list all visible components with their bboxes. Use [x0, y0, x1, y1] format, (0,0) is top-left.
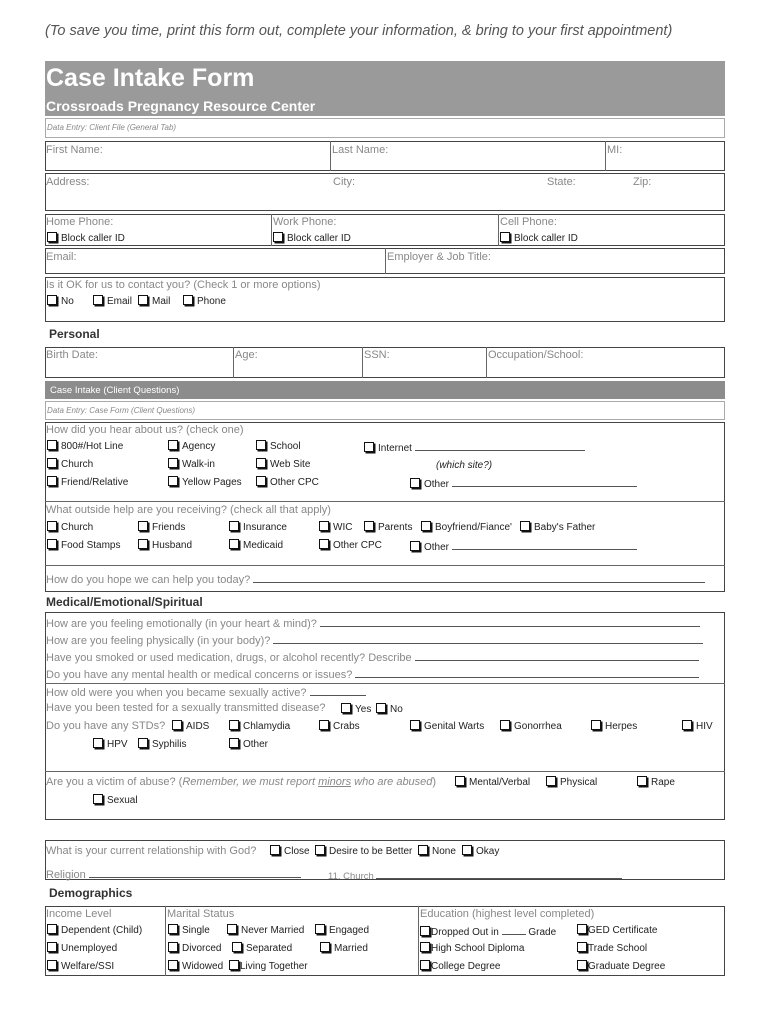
help-babyfather-checkbox[interactable]: Baby's Father: [520, 521, 595, 534]
employer-field[interactable]: Employer & Job Title:: [387, 251, 491, 263]
checkbox-icon: [47, 476, 57, 486]
std-gonorrhea-checkbox[interactable]: Gonorrhea: [500, 720, 562, 733]
checkbox-icon: [500, 720, 510, 730]
checkbox-icon: [315, 924, 325, 934]
checkbox-icon: [410, 720, 420, 730]
checkbox-icon: [138, 539, 148, 549]
checkbox-icon: [229, 738, 239, 748]
std-warts-checkbox[interactable]: Genital Warts: [410, 720, 484, 733]
education-trade-checkbox[interactable]: Trade School: [577, 942, 647, 955]
checkbox-icon: [520, 521, 530, 531]
ssn-field[interactable]: SSN:: [364, 349, 390, 361]
checkbox-icon: [168, 924, 178, 934]
checkbox-icon: [47, 232, 57, 242]
std-aids-checkbox[interactable]: AIDS: [172, 720, 209, 733]
god-desire-checkbox[interactable]: Desire to be Better: [315, 845, 412, 858]
checkbox-icon: [421, 521, 431, 531]
marital-engaged-checkbox[interactable]: Engaged: [315, 924, 369, 937]
checkbox-icon: [47, 295, 57, 305]
checkbox-icon: [500, 232, 510, 242]
contact-email-checkbox[interactable]: Email: [93, 295, 132, 308]
hear-agency-checkbox[interactable]: Agency: [168, 440, 215, 453]
tested-no-checkbox[interactable]: No: [376, 703, 403, 716]
checkbox-icon: [172, 720, 182, 730]
checkbox-icon: [319, 521, 329, 531]
age-field[interactable]: Age:: [235, 349, 258, 361]
marital-divorced-checkbox[interactable]: Divorced: [168, 942, 221, 955]
work-block-caller-checkbox[interactable]: Block caller ID: [273, 232, 351, 245]
help-othercpc-checkbox[interactable]: Other CPC: [319, 539, 382, 552]
help-parents-checkbox[interactable]: Parents: [364, 521, 412, 534]
hear-website-checkbox[interactable]: Web Site: [256, 458, 310, 471]
last-name-field[interactable]: Last Name:: [332, 144, 389, 156]
checkbox-icon: [364, 521, 374, 531]
std-syphilis-checkbox[interactable]: Syphilis: [138, 738, 186, 751]
form-subtitle: Crossroads Pregnancy Resource Center: [46, 98, 316, 114]
q-physical[interactable]: How are you feeling physically (in your body)?: [46, 633, 703, 647]
q-emotional[interactable]: How are you feeling emotionally (in your heart & mind)?: [46, 616, 700, 630]
demographics-heading: Demographics: [49, 886, 133, 900]
checkbox-icon: [319, 539, 329, 549]
std-hpv-checkbox[interactable]: HPV: [93, 738, 128, 751]
which-site-note: (which site?): [436, 460, 493, 471]
q-mental[interactable]: Do you have any mental health or medical concerns or issues?: [46, 667, 699, 681]
tested-yes-checkbox[interactable]: Yes: [341, 703, 371, 716]
abuse-rape-checkbox[interactable]: Rape: [637, 776, 675, 789]
zip-field[interactable]: Zip:: [633, 176, 652, 188]
checkbox-icon: [138, 295, 148, 305]
god-okay-checkbox[interactable]: Okay: [462, 845, 499, 858]
checkbox-icon: [319, 720, 329, 730]
help-husband-checkbox[interactable]: Husband: [138, 539, 192, 552]
medical-heading: Medical/Emotional/Spiritual: [46, 595, 203, 609]
checkbox-icon: [168, 458, 178, 468]
cell-block-caller-checkbox[interactable]: Block caller ID: [500, 232, 578, 245]
work-phone-field[interactable]: Work Phone:: [273, 216, 337, 228]
checkbox-icon: [256, 440, 266, 450]
god-close-checkbox[interactable]: Close: [270, 845, 310, 858]
hear-question: How did you hear about us? (check one): [46, 424, 244, 436]
help-friends-checkbox[interactable]: Friends: [138, 521, 185, 534]
data-entry-general: Data Entry: Client File (General Tab): [47, 123, 177, 132]
checkbox-icon: [168, 960, 178, 970]
checkbox-icon: [410, 541, 420, 551]
income-unemployed-checkbox[interactable]: Unemployed: [47, 942, 117, 955]
std-other-checkbox[interactable]: Other: [229, 738, 268, 751]
marital-label: Marital Status: [167, 908, 235, 920]
checkbox-icon: [168, 942, 178, 952]
education-label: Education (highest level completed): [420, 908, 595, 920]
contact-mail-checkbox[interactable]: Mail: [138, 295, 170, 308]
checkbox-icon: [229, 960, 239, 970]
checkbox-icon: [93, 295, 103, 305]
hear-yellowpages-checkbox[interactable]: Yellow Pages: [168, 476, 242, 489]
help-boyfriend-checkbox[interactable]: Boyfriend/Fiance': [421, 521, 512, 534]
checkbox-icon: [577, 942, 587, 952]
checkbox-icon: [577, 960, 587, 970]
income-welfare-checkbox[interactable]: Welfare/SSI: [47, 960, 114, 973]
q-tested: Have you been tested for a sexually transmitted disease?: [46, 702, 326, 714]
checkbox-icon: [183, 295, 193, 305]
education-highschool-checkbox[interactable]: High School Diploma: [420, 942, 524, 955]
checkbox-icon: [418, 845, 428, 855]
checkbox-icon: [47, 539, 57, 549]
hear-walkin-checkbox[interactable]: Walk-in: [168, 458, 215, 471]
checkbox-icon: [341, 703, 351, 713]
marital-widowed-checkbox[interactable]: Widowed: [168, 960, 223, 973]
home-phone-field[interactable]: Home Phone:: [46, 216, 114, 228]
q-abuse: Are you a victim of abuse? (Remember, we must report minors who are abused): [46, 776, 437, 788]
help-medicaid-checkbox[interactable]: Medicaid: [229, 539, 283, 552]
hear-other-checkbox[interactable]: Other: [410, 476, 637, 491]
education-graduate-checkbox[interactable]: Graduate Degree: [577, 960, 665, 973]
education-college-checkbox[interactable]: College Degree: [420, 960, 501, 973]
email-field[interactable]: Email:: [46, 251, 77, 263]
checkbox-icon: [420, 926, 430, 936]
q-age-active[interactable]: How old were you when you became sexually active?: [46, 685, 366, 699]
checkbox-icon: [93, 738, 103, 748]
checkbox-icon: [364, 442, 374, 452]
education-ged-checkbox[interactable]: GED Certificate: [577, 924, 657, 937]
checkbox-icon: [168, 476, 178, 486]
q-god: What is your current relationship with God?: [46, 845, 257, 857]
marital-separated-checkbox[interactable]: Separated: [232, 942, 292, 955]
birth-date-field[interactable]: Birth Date:: [46, 349, 98, 361]
contact-phone-checkbox[interactable]: Phone: [183, 295, 226, 308]
notice: (To save you time, print this form out, complete your information, & bring to your first appointment): [45, 23, 673, 39]
marital-living-checkbox[interactable]: Living Together: [229, 960, 308, 973]
checkbox-icon: [47, 924, 57, 934]
checkbox-icon: [138, 521, 148, 531]
marital-married-checkbox[interactable]: Married: [320, 942, 368, 955]
checkbox-icon: [455, 776, 465, 786]
education-dropped-checkbox[interactable]: Dropped Out in Grade: [420, 924, 556, 939]
checkbox-icon: [229, 539, 239, 549]
std-hiv-checkbox[interactable]: HIV: [682, 720, 713, 733]
help-insurance-checkbox[interactable]: Insurance: [229, 521, 287, 534]
checkbox-icon: [577, 924, 587, 934]
personal-heading: Personal: [49, 327, 100, 341]
hear-church-checkbox[interactable]: Church: [47, 458, 93, 471]
checkbox-icon: [270, 845, 280, 855]
checkbox-icon: [376, 703, 386, 713]
checkbox-icon: [315, 845, 325, 855]
data-entry-case: Data Entry: Case Form (Client Questions): [47, 406, 196, 415]
checkbox-icon: [227, 924, 237, 934]
checkbox-icon: [546, 776, 556, 786]
hear-school-checkbox[interactable]: School: [256, 440, 301, 453]
help-church-checkbox[interactable]: Church: [47, 521, 93, 534]
std-chlamydia-checkbox[interactable]: Chlamydia: [229, 720, 290, 733]
hear-friend-checkbox[interactable]: Friend/Relative: [47, 476, 128, 489]
abuse-mental-checkbox[interactable]: Mental/Verbal: [455, 776, 530, 789]
checkbox-icon: [47, 521, 57, 531]
mi-field[interactable]: MI:: [607, 144, 623, 156]
marital-never-checkbox[interactable]: Never Married: [227, 924, 304, 937]
checkbox-icon: [168, 440, 178, 450]
checkbox-icon: [256, 476, 266, 486]
first-name-field[interactable]: First Name:: [46, 144, 103, 156]
hear-internet-checkbox[interactable]: Internet: [364, 440, 585, 455]
checkbox-icon: [420, 942, 430, 952]
q-smoked[interactable]: Have you smoked or used medication, drugs, or alcohol recently? Describe: [46, 650, 699, 664]
case-intake-bar-label: Case Intake (Client Questions): [50, 385, 180, 396]
form-title: Case Intake Form: [46, 64, 255, 92]
religion-field[interactable]: Religion: [46, 867, 301, 881]
checkbox-icon: [47, 440, 57, 450]
checkbox-icon: [637, 776, 647, 786]
checkbox-icon: [47, 458, 57, 468]
checkbox-icon: [420, 960, 430, 970]
checkbox-icon: [229, 720, 239, 730]
hear-othercpc-checkbox[interactable]: Other CPC: [256, 476, 319, 489]
city-field[interactable]: City:: [333, 176, 355, 188]
checkbox-icon: [682, 720, 692, 730]
hope-question[interactable]: How do you hope we can help you today?: [46, 572, 705, 586]
cell-phone-field[interactable]: Cell Phone:: [500, 216, 557, 228]
god-none-checkbox[interactable]: None: [418, 845, 456, 858]
checkbox-icon: [47, 942, 57, 952]
contact-question: Is it OK for us to contact you? (Check 1 or more options): [46, 279, 321, 291]
help-question: What outside help are you receiving? (check all that apply): [46, 504, 331, 516]
hear-hotline-checkbox[interactable]: 800#/Hot Line: [47, 440, 123, 453]
address-field[interactable]: Address:: [46, 176, 90, 188]
help-wic-checkbox[interactable]: WIC: [319, 521, 352, 534]
abuse-sexual-checkbox[interactable]: Sexual: [93, 794, 138, 807]
help-foodstamps-checkbox[interactable]: Food Stamps: [47, 539, 120, 552]
state-field[interactable]: State:: [547, 176, 576, 188]
help-other-checkbox[interactable]: Other: [410, 539, 637, 554]
income-label: Income Level: [46, 908, 112, 920]
abuse-physical-checkbox[interactable]: Physical: [546, 776, 597, 789]
checkbox-icon: [591, 720, 601, 730]
church-field[interactable]: 11. Church: [328, 868, 622, 882]
checkbox-icon: [410, 478, 420, 488]
checkbox-icon: [232, 942, 242, 952]
contact-no-checkbox[interactable]: No: [47, 295, 74, 308]
checkbox-icon: [138, 738, 148, 748]
checkbox-icon: [47, 960, 57, 970]
checkbox-icon: [229, 521, 239, 531]
std-herpes-checkbox[interactable]: Herpes: [591, 720, 637, 733]
std-crabs-checkbox[interactable]: Crabs: [319, 720, 360, 733]
checkbox-icon: [273, 232, 283, 242]
marital-single-checkbox[interactable]: Single: [168, 924, 210, 937]
checkbox-icon: [462, 845, 472, 855]
q-std: Do you have any STDs?: [46, 720, 166, 732]
checkbox-icon: [320, 942, 330, 952]
home-block-caller-checkbox[interactable]: Block caller ID: [47, 232, 125, 245]
checkbox-icon: [93, 794, 103, 804]
address-row: [45, 173, 725, 211]
income-dependent-checkbox[interactable]: Dependent (Child): [47, 924, 142, 937]
phone-row: [45, 214, 725, 246]
occupation-field[interactable]: Occupation/School:: [488, 349, 584, 361]
checkbox-icon: [256, 458, 266, 468]
